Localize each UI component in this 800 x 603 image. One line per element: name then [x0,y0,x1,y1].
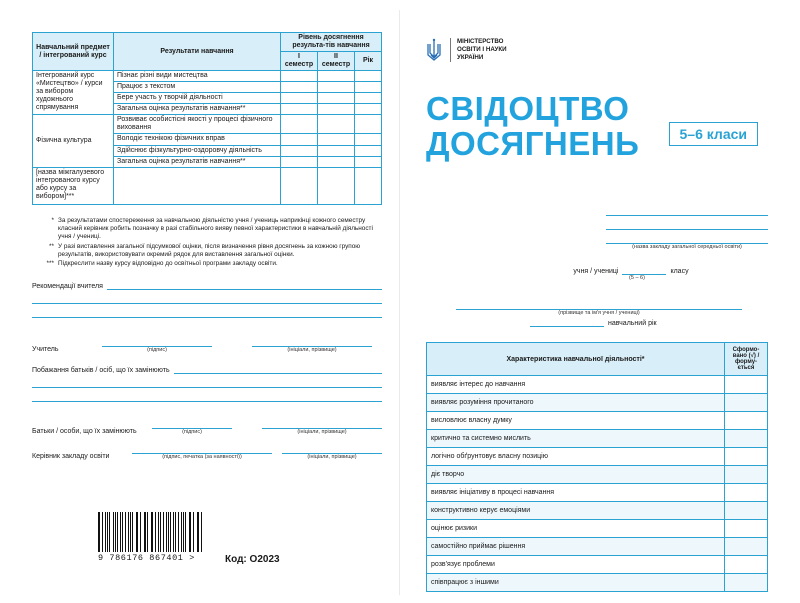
level-cell[interactable] [355,93,382,104]
barcode-bar [173,512,174,552]
parents-wishes-row [32,363,382,374]
footnote [32,260,382,268]
level-cell[interactable] [355,82,382,93]
results-header: Результати навчання [114,33,281,71]
level-cell[interactable] [281,156,318,167]
level-cell[interactable] [281,104,318,115]
formed-checkbox-cell[interactable] [725,412,768,430]
characteristic-row [427,448,768,466]
sem1-header: І семестр [281,52,318,71]
level-cell[interactable] [355,104,382,115]
head-row [32,443,382,460]
result-cell: Пізнає різні види мистецтва [114,71,281,82]
barcode-bar [198,512,199,552]
characteristic-row [427,520,768,538]
product-code: Код: О2023 [225,554,280,565]
barcode-bar [113,512,114,552]
teacher-signature[interactable]: (підпис) [102,336,212,353]
barcode-bar [189,512,190,552]
characteristic-row [427,376,768,394]
parents-initials[interactable]: (ініціали, прізвище) [262,418,382,435]
level-cell[interactable] [318,156,355,167]
recommendations-row [32,279,382,290]
head-initials[interactable]: (ініціали, прізвище) [282,443,382,460]
formed-checkbox-cell[interactable] [725,556,768,574]
characteristic-label: висловлює власну думку [427,412,725,430]
table-row [33,71,382,82]
formed-checkbox-cell[interactable] [725,502,768,520]
level-header: Рівень досягнення результа-тів навчання [281,33,382,52]
result-cell: Здійснює фізкультурно-оздоровчу діяльність [114,145,281,156]
characteristic-row [427,466,768,484]
formed-checkbox-cell[interactable] [725,538,768,556]
grade-badge: 5–6 класи [669,122,759,146]
barcode-bar [122,512,123,552]
barcode-bar [120,512,121,552]
barcode-bar [132,512,133,552]
level-cell[interactable] [355,167,382,204]
student-label: учня / учениці [573,268,619,275]
subject-cell: Фізична культура [33,115,114,167]
recommendations-label: Рекомендації вчителя [32,282,103,290]
level-cell[interactable] [355,134,382,145]
level-cell[interactable] [318,167,355,204]
document-title: СВІДОЦТВО ДОСЯГНЕНЬ [426,90,640,162]
table-row [33,115,382,134]
formed-checkbox-cell[interactable] [725,394,768,412]
barcode-bar [175,512,176,552]
footnote [32,243,382,260]
characteristic-row [427,394,768,412]
characteristic-label: виявляє розуміння прочитаного [427,394,725,412]
footnote-mark: ** [49,242,54,250]
level-cell[interactable] [281,134,318,145]
characteristic-row [427,556,768,574]
teacher-label: Учитель [32,345,59,353]
year-row [530,320,657,327]
footnote-text: За результатами спостереження за навчальною діяльністю учня / учениць наприкінці кожного семестру класний керівник робить позначку в разі стабільного вияву певної характеристики в навчальній діяльності учня / учениці. [58,216,373,241]
characteristics-block [426,342,768,592]
characteristics-table [426,342,768,592]
characteristic-row [427,538,768,556]
level-cell[interactable] [281,167,318,204]
characteristics-header: Характеристика навчальної діяльності* [427,343,725,376]
parents-label: Батьки / особи, що їх замінюють [32,427,137,435]
characteristic-label: розв'язує проблеми [427,556,725,574]
formed-checkbox-cell[interactable] [725,376,768,394]
year-label: навчальний рік [608,320,657,327]
characteristic-label: конструктивно керує емоціями [427,502,725,520]
footnote-mark: * [51,216,54,224]
level-cell[interactable] [318,82,355,93]
parents-wishes-label: Побажання батьків / осіб, що їх замінюють [32,366,170,374]
level-cell[interactable] [281,71,318,82]
results-body [33,71,382,204]
formed-checkbox-cell[interactable] [725,448,768,466]
subject-header: Навчальний предмет / інтегрований курс [33,33,114,71]
class-hint: (5 – 6) [629,275,645,281]
characteristic-label: самостійно приймає рішення [427,538,725,556]
level-cell[interactable] [318,93,355,104]
footnotes [32,217,382,269]
parents-wishes-line[interactable] [174,363,382,374]
characteristic-row [427,412,768,430]
school-hint: (назва закладу загальної середньої освіти) [632,244,742,250]
teacher-row [32,336,382,353]
ministry-header [426,38,774,62]
trident-icon [426,38,442,62]
level-cell[interactable] [281,93,318,104]
characteristic-row [427,502,768,520]
barcode-bar [158,512,159,552]
student-name-field[interactable] [456,296,742,316]
parents-wishes-line-3[interactable] [32,388,382,402]
characteristic-label: діє творчо [427,466,725,484]
characteristic-label: критично та системно мислить [427,430,725,448]
barcode-bar [109,512,110,552]
characteristics-body [427,376,768,592]
footnote-mark: *** [46,260,54,268]
sem2-header: ІІ семестр [318,52,355,71]
recommendations-line-3[interactable] [32,304,382,318]
barcode-bar [102,512,103,552]
characteristic-label: виявляє ініціативу в процесі навчання [427,484,725,502]
result-cell: Загальна оцінка результатів навчання** [114,156,281,167]
recommendations-line-2[interactable] [32,290,382,304]
barcode-digits: 9 786176 867401 > [98,553,195,563]
level-cell[interactable] [318,71,355,82]
formed-checkbox-cell[interactable] [725,574,768,592]
level-cell[interactable] [281,82,318,93]
right-page [400,0,800,603]
result-cell: Загальна оцінка результатів навчання** [114,104,281,115]
characteristic-row [427,430,768,448]
head-signature[interactable]: (підпис, печатка (за наявності)) [132,443,272,460]
barcode-bar [190,512,191,552]
barcode-bar [163,512,164,552]
level-cell[interactable] [318,104,355,115]
barcode-bar [155,512,156,552]
characteristic-label: виявляє інтерес до навчання [427,376,725,394]
barcode-bar [183,512,184,552]
characteristic-label: співпрацює з іншими [427,574,725,592]
level-cell[interactable] [355,156,382,167]
teacher-initials[interactable]: (ініціали, прізвище) [252,336,372,353]
barcode-bar [140,512,141,552]
subject-cell: [назва міжгалузевого інтегрованого курсу або курсу за вибором]*** [33,167,114,204]
formed-checkbox-cell[interactable] [725,520,768,538]
school-name-field[interactable] [606,202,768,250]
characteristic-row [427,574,768,592]
class-label: класу [670,268,689,275]
characteristic-label: оцінює ризики [427,520,725,538]
result-cell: Бере участь у творчій діяльності [114,93,281,104]
level-cell[interactable] [318,134,355,145]
formed-checkbox-cell[interactable] [725,466,768,484]
level-cell[interactable] [281,145,318,156]
result-cell [114,167,281,204]
subject-cell: Інтегрований курс «Мистецтво» / курси за вибором художнього спрямування [33,71,114,115]
level-cell[interactable] [355,71,382,82]
barcode-bar [147,512,148,552]
formed-checkbox-cell[interactable] [725,484,768,502]
parents-row [32,418,382,435]
level-cell[interactable] [281,115,318,134]
formed-header: Сформо-вано (√) / форму-ється [725,343,768,376]
results-table [32,32,382,205]
level-cell[interactable] [318,115,355,134]
table-row [33,167,382,204]
student-block [526,268,736,281]
ministry-name: МІНІСТЕРСТВО ОСВІТИ І НАУКИ УКРАЇНИ [450,38,507,61]
year-field[interactable] [530,326,604,327]
characteristic-label: логічно обґрунтовує власну позицію [427,448,725,466]
year-header: Рік [355,52,382,71]
level-cell[interactable] [318,145,355,156]
result-cell: Працює з текстом [114,82,281,93]
name-hint: (прізвище та ім'я учня / учениці) [558,310,640,316]
result-cell: Розвиває особистісні якості у процесі фізичного виховання [114,115,281,134]
formed-checkbox-cell[interactable] [725,430,768,448]
parents-wishes-line-2[interactable] [32,374,382,388]
result-cell: Володіє технікою фізичних вправ [114,134,281,145]
footnote-text: У разі виставлення загальної підсумкової оцінки, після визначення рівня досягнень за кожною групою результатів, використовувати окремий рядок для виставлення загальної оцінки. [58,242,361,258]
footnote-text: Підкреслити назву курсу відповідно до освітньої програми закладу освіти. [58,260,278,268]
footnote [32,217,382,242]
parents-signature[interactable]: (підпис) [152,418,232,435]
head-label: Керівник закладу освіти [32,452,110,460]
level-cell[interactable] [355,145,382,156]
barcode [98,512,204,568]
barcode-bar [136,512,137,552]
level-cell[interactable] [355,115,382,134]
characteristic-row [427,484,768,502]
recommendations-line[interactable] [107,279,382,290]
barcode-bars [98,512,204,552]
